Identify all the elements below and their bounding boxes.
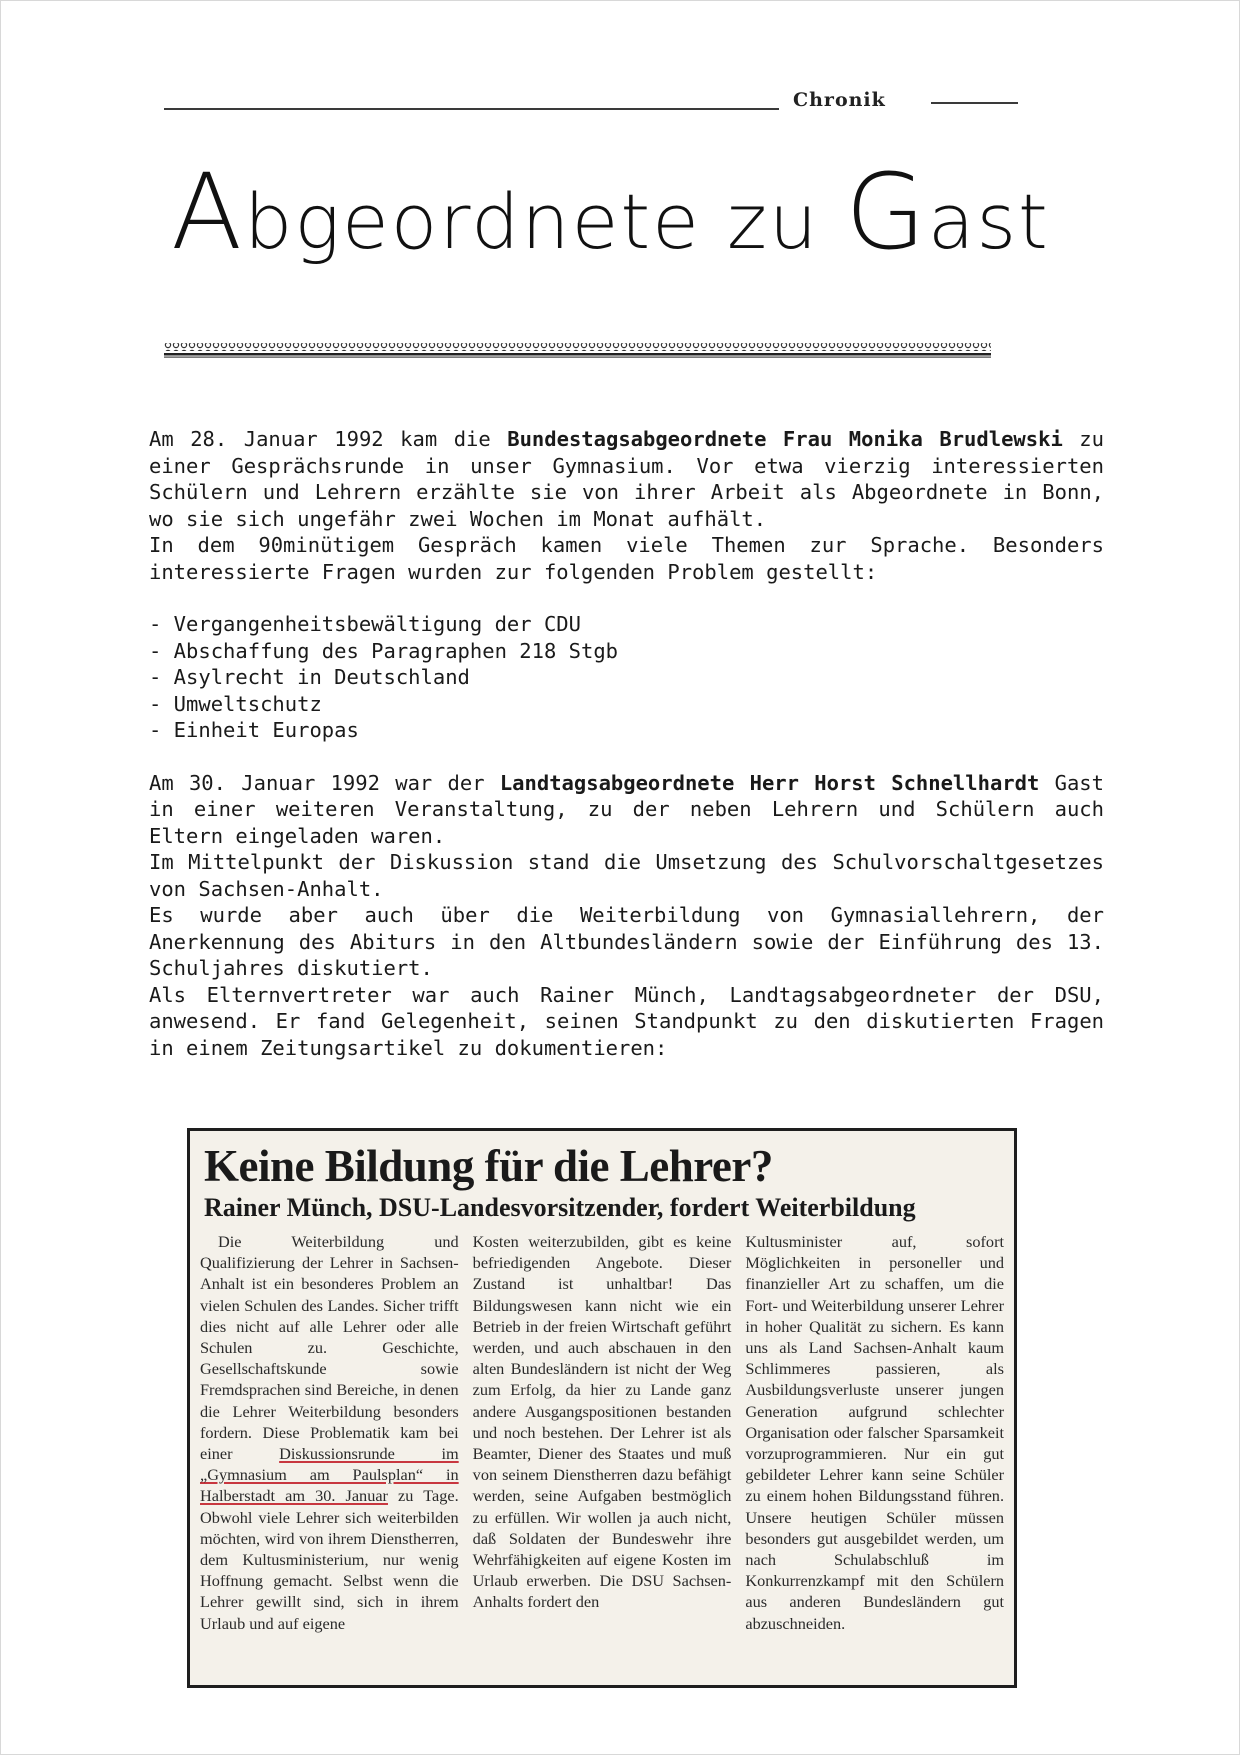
- clipping-column-1: [200, 1231, 459, 1634]
- section-label: Chronik: [793, 89, 886, 111]
- highlighted-event-reference: Diskussionsrunde im „Gymnasium am Paulsplan“ in Halberstadt am 30. Januar: [200, 1444, 459, 1506]
- list-item: - Einheit Europas: [149, 718, 359, 742]
- list-item: - Umweltschutz: [149, 691, 322, 716]
- header-rule-left: [164, 108, 779, 110]
- clipping-column-2: [473, 1231, 732, 1634]
- title-part-2: ast: [927, 177, 1050, 266]
- spacer: [149, 585, 1104, 611]
- paragraph-3: [149, 770, 1104, 850]
- paragraph-4: Im Mittelpunkt der Diskussion stand die Umsetzung des Schulvorschaltgesetzes von Sachsen-Anhalt.: [149, 850, 1104, 901]
- title-part-1: bgeordnete zu: [244, 177, 846, 266]
- person-schnellhardt: Landtagsabgeordnete Herr Horst Schnellhardt: [499, 770, 1040, 795]
- topic-list: [149, 611, 1104, 744]
- list-item: - Abschaffung des Paragraphen 218 Stgb: [149, 638, 618, 663]
- header-rule-right: [931, 102, 1018, 104]
- clipping-title: Keine Bildung für die Lehrer?: [204, 1141, 773, 1191]
- newspaper-clipping: [187, 1128, 1017, 1688]
- article-body: [149, 426, 1104, 1061]
- paragraph-2: In dem 90minütigem Gespräch kamen viele Themen zur Sprache. Besonders interessierte Fragen wurden zur folgenden Problem gestellt:: [149, 533, 1104, 584]
- title-initial-a: A: [171, 151, 245, 273]
- paragraph-3-rest: Gast in einer weiteren Veranstaltung, zu der neben Lehrern und Schülern auch Eltern eingeladen waren.: [149, 770, 1104, 848]
- clipping-columns: [200, 1231, 1004, 1634]
- paragraph-1-intro: Am 28. Januar 1992 kam die: [149, 427, 508, 451]
- clipping-col2-text: Kosten weiterzubilden, gibt es keine befriedigenden Angebote. Dieser Zustand ist unhaltbar! Das Bildungswesen kann nicht wie ein Betrieb in der freien Wirtschaft geführt werden, und auch abschauen in den alten Bundesländern ist nicht der Weg zum Erfolg, da hier zu Lande ganz andere Ausgangspositionen bestanden und noch bestehen. Der Lehrer ist als Beamter, Diener des Staates und muß von seinem Dienstherren dazu befähigt werden, seine Aufgaben bestmöglich zu erfüllen. Wir wollen ja auch nicht, daß Soldaten der Bundeswehr ihre Wehrfähigkeiten auf eigene Kosten im Urlaub erwerben. Die DSU Sachsen-Anhalts fordert den: [472, 1232, 732, 1612]
- decorative-rule: [164, 341, 991, 359]
- list-item: - Asylrecht in Deutschland: [149, 665, 470, 689]
- clipping-subtitle: Rainer Münch, DSU-Landesvorsitzender, fordert Weiterbildung: [204, 1193, 916, 1222]
- paragraph-5: Es wurde aber auch über die Weiterbildung von Gymnasiallehrern, der Anerkennung des Abiturs in den Altbundesländern sowie der Einführung des 13. Schuljahres diskutiert.: [149, 903, 1104, 980]
- person-brudlewski: Bundestagsabgeordnete Frau Monika Brudlewski: [507, 427, 1063, 451]
- clipping-column-3: [745, 1231, 1004, 1634]
- spacer: [149, 744, 1104, 770]
- list-item: - Vergangenheitsbewältigung der CDU: [149, 612, 581, 636]
- paragraph-6: Als Elternvertreter war auch Rainer Münch, Landtagsabgeordneter der DSU, anwesend. Er fand Gelegenheit, seinen Standpunkt zu den diskutierten Fragen in einem Zeitungsartikel zu dokumentieren:: [149, 982, 1104, 1060]
- clipping-col1-text-a: Die Weiterbildung und Qualifizierung der Lehrer in Sachsen-Anhalt ist ein besonderes Problem an vielen Schulen des Landes. Sicher trifft dies nicht auf alle Lehrer oder alle Schulen zu. Geschichte, Gesellschaftskunde sowie Fremdsprachen sind Bereiche, in denen die Lehrer Weiterbildung besonders fordern. Diese Problematik kam bei einer: [200, 1232, 459, 1464]
- title-initial-g: G: [845, 151, 928, 273]
- page-title: [171, 151, 1050, 273]
- clipping-col3-text: Kultusminister auf, sofort Möglichkeiten in personeller und finanzieller Art zu schaffen, um die Fort- und Weiterbildung unserer Lehrer in hoher Qualität zu sichern. Es kann uns als Land Sachsen-Anhalt kaum Schlimmeres passieren, als Ausbildungsverluste unserer jungen Generation aufgrund schlechter Organisation oder falscher Sparsamkeit vorzuprogrammieren. Nur ein gut gebildeter Lehrer kann seine Schüler zu einem hohen Bildungsstand führen. Unsere heutigen Schüler müssen besonders gut ausgebildet werden, um nach Schulabschluß im Konkurrenzkampf mit den Schülern aus anderen Bundesländern gut abzuschneiden.: [745, 1232, 1005, 1633]
- clipping-col1-text-b: zu Tage. Obwohl viele Lehrer sich weiterbilden möchten, wird von ihrem Dienstherren, dem Kultusministerium, nur wenig Hoffnung gemacht. Selbst wenn die Lehrer gewillt sind, sich in ihrem Urlaub und auf eigene: [200, 1486, 459, 1633]
- paragraph-1: [149, 426, 1104, 532]
- paragraph-1-rest: zu einer Gesprächsrunde in unser Gymnasium. Vor etwa vierzig interessierten Schülern und Lehrern erzählte sie von ihrer Arbeit als Abgeordnete in Bonn, wo sie sich ungefähr zwei Wochen im Monat aufhält.: [149, 427, 1104, 531]
- paragraph-3-intro: Am 30. Januar 1992 war der: [149, 770, 500, 795]
